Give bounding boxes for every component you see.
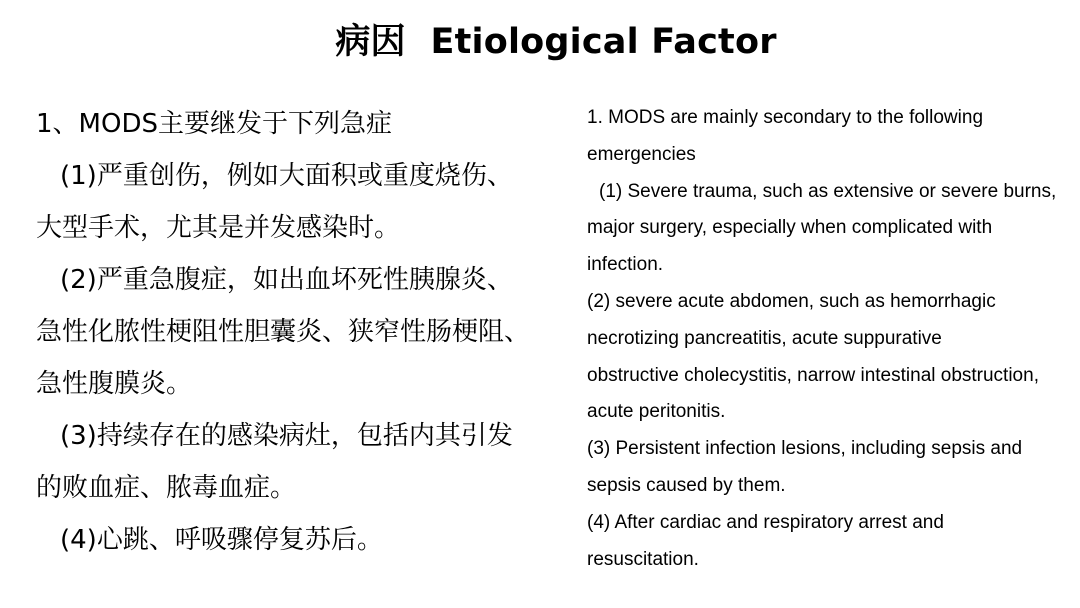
english-item-2-line-1: (2) severe acute abdomen, such as hemorrhagic <box>587 290 996 312</box>
english-item-4-line-2: resuscitation. <box>587 548 699 570</box>
chinese-item-3-line-2: 的败血症、脓毒血症。 <box>36 473 297 503</box>
english-item-2-line-3: obstructive cholecystitis, narrow intestinal obstruction, <box>587 364 1039 386</box>
english-text-column <box>587 100 1079 578</box>
chinese-item-1-line-2: 大型手术，尤其是并发感染时。 <box>36 213 401 243</box>
english-heading-line-1: 1. MODS are mainly secondary to the following <box>587 107 984 128</box>
chinese-item-4-line-1: (4)心跳、呼吸骤停复苏后。 <box>60 525 383 555</box>
chinese-item-2-line-2: 急性化脓性梗阻性胆囊炎、狭窄性肠梗阻、 <box>36 317 531 347</box>
chinese-item-3-line-1: (3)持续存在的感染病灶，包括内其引发 <box>60 421 513 451</box>
english-item-3-line-2: sepsis caused by them. <box>587 474 786 496</box>
english-item-3-line-1: (3) Persistent infection lesions, including sepsis and <box>587 438 1023 460</box>
slide-title: 病因 Etiological Factor <box>335 22 777 62</box>
chinese-item-1-line-1: (1)严重创伤，例如大面积或重度烧伤、 <box>60 161 513 191</box>
english-heading-line-2: emergencies <box>587 143 696 165</box>
english-item-1-line-2: major surgery, especially when complicated with <box>587 217 993 239</box>
english-item-1-line-1: (1) Severe trauma, such as extensive or severe burns, <box>599 180 1057 202</box>
english-item-2-line-4: acute peritonitis. <box>587 401 726 423</box>
chinese-heading: 1、MODS主要继发于下列急症 <box>36 109 392 139</box>
chinese-item-2-line-3: 急性腹膜炎。 <box>36 369 193 399</box>
english-item-1-line-3: infection. <box>587 254 664 276</box>
chinese-item-2-line-1: (2)严重急腹症，如出血坏死性胰腺炎、 <box>60 265 513 295</box>
english-item-2-line-2: necrotizing pancreatitis, acute suppurative <box>587 327 942 349</box>
english-item-4-line-1: (4) After cardiac and respiratory arrest and <box>587 511 944 533</box>
chinese-text-column <box>36 98 566 566</box>
